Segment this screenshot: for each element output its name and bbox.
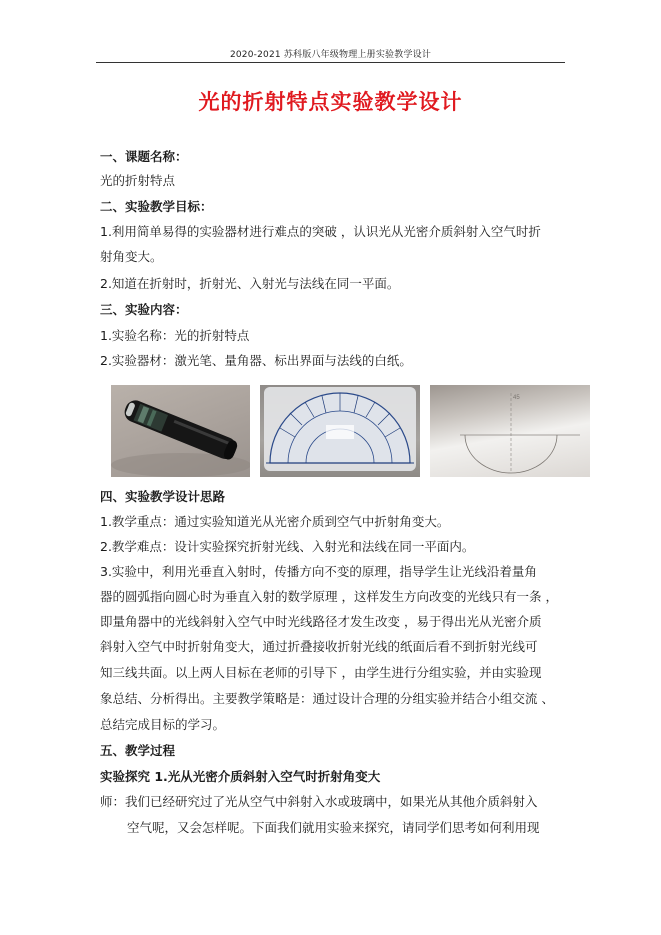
- section-4-item-2: 2.教学难点：设计实验探究折射光线、入射光和法线在同一平面内。: [100, 539, 475, 554]
- document-title: 光的折射特点实验教学设计: [198, 89, 463, 114]
- section-3-item-2: 2.实验器材：激光笔、量角器、标出界面与法线的白纸。: [100, 353, 412, 368]
- section-5-subheading: 实验探究 1.光从光密介质斜射入空气时折射角变大: [100, 769, 381, 784]
- section-2-heading: 二、实验教学目标：: [100, 199, 213, 214]
- marked-paper-photo: [430, 385, 590, 477]
- protractor-photo: [260, 385, 420, 477]
- section-4-paragraph-line-5: 知三线共面。以上两人目标在老师的引导下 ，由学生进行分组实验，并由实验现: [100, 665, 542, 680]
- section-4-paragraph-line-6: 象总结、分析得出。主要教学策略是：通过设计合理的分组实验并结合小组交流 、: [100, 691, 554, 706]
- section-4-paragraph-line-1: 3.实验中，利用光垂直入射时，传播方向不变的原理，指导学生让光线沿着量角: [100, 564, 537, 579]
- section-2-item-1-line-1: 1.利用简单易得的实验器材进行难点的突破 ，认识光从光密介质斜射入空气时折: [100, 224, 541, 239]
- section-2-item-1-line-2: 射角变大。: [100, 249, 163, 264]
- teacher-line-2: 空气呢，又会怎样呢。下面我们就用实验来探究，请同学们思考如何利用现: [127, 820, 540, 835]
- section-4-paragraph-line-2: 器的圆弧指向圆心时为垂直入射的数学原理 ，这样发生方向改变的光线只有一条 ，: [100, 589, 558, 604]
- teacher-line-1: 师：我们已经研究过了光从空气中斜射入水或玻璃中，如果光从其他介质斜射入: [100, 794, 538, 809]
- section-4-paragraph-line-3: 即量角器中的光线斜射入空气中时光线路径才发生改变 ，易于得出光从光密介质: [100, 614, 542, 629]
- section-5-heading: 五、教学过程: [100, 743, 176, 758]
- section-3-item-1: 1.实验名称：光的折射特点: [100, 328, 250, 343]
- section-4-heading: 四、实验教学设计思路: [100, 489, 226, 504]
- section-1-body: 光的折射特点: [100, 173, 176, 188]
- section-4-item-1: 1.教学重点：通过实验知道光从光密介质到空气中折射角变大。: [100, 514, 450, 529]
- paper-angle-label: 45: [513, 395, 520, 401]
- laser-pointer-photo: [111, 385, 250, 477]
- section-1-heading: 一、课题名称：: [100, 149, 188, 164]
- running-header: 2020-2021 苏科版八年级物理上册实验教学设计: [229, 50, 432, 60]
- header-divider: [96, 62, 565, 63]
- section-2-item-2: 2.知道在折射时，折射光、入射光与法线在同一平面。: [100, 276, 400, 291]
- section-3-heading: 三、实验内容：: [100, 302, 188, 317]
- section-4-paragraph-line-4: 斜射入空气中时折射角变大，通过折叠接收折射光线的纸面后看不到折射光线可: [100, 639, 538, 654]
- section-4-paragraph-line-7: 总结完成目标的学习。: [100, 717, 226, 732]
